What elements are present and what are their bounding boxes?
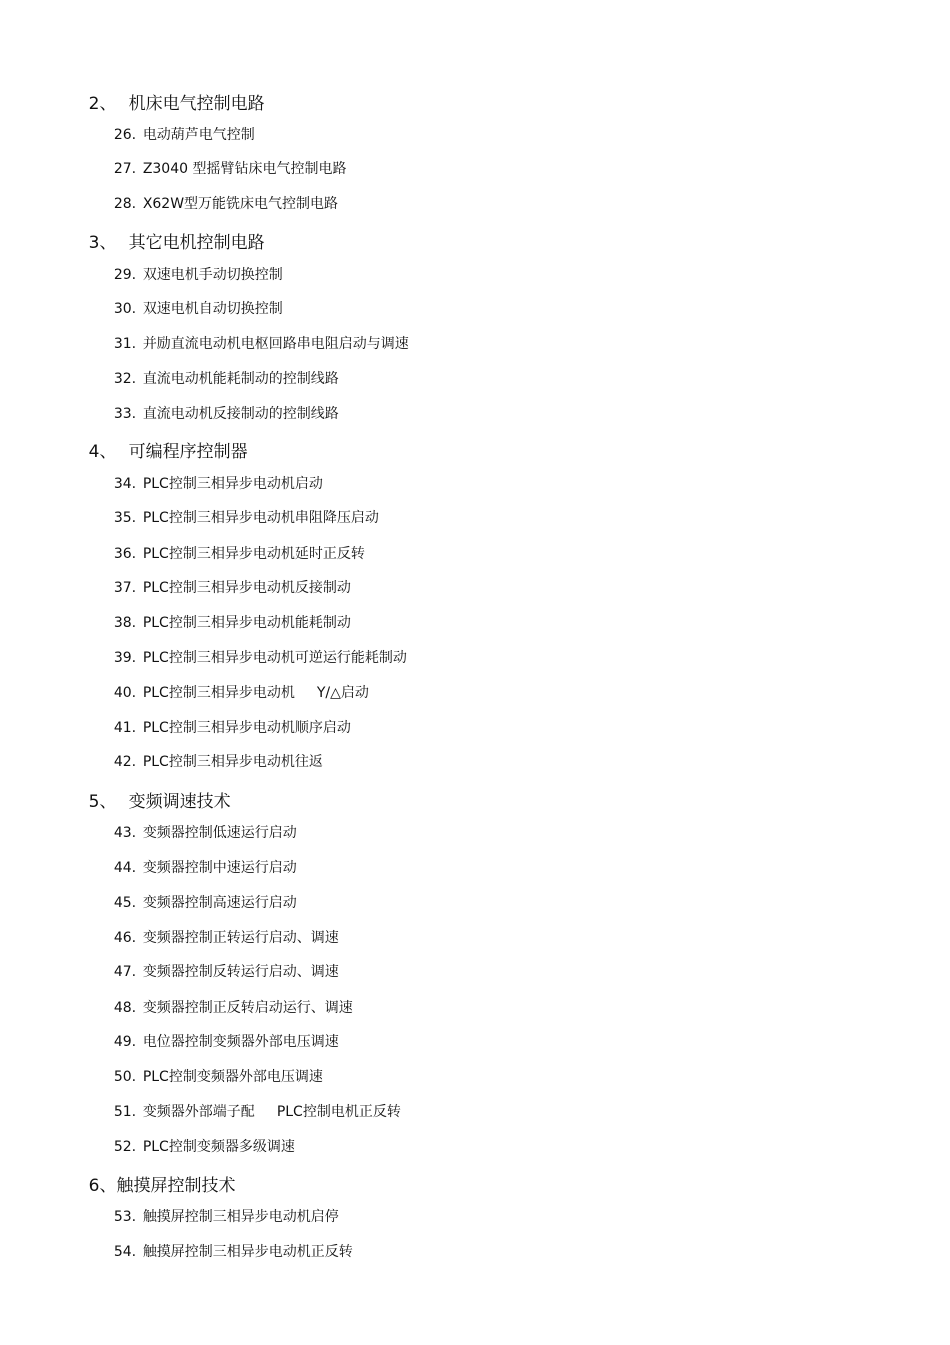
item-number: 45. (113, 895, 137, 911)
item-number: 44. (113, 860, 137, 876)
item-text: PLC控制三相异步电动机能耗制动 (142, 615, 351, 631)
section-title: 触摸屏控制技术 (116, 1176, 236, 1196)
item-text-suffix: Y/△启动 (316, 685, 369, 701)
item-text: PLC控制三相异步电动机反接制动 (142, 580, 351, 596)
item-text: 触摸屏控制三相异步电动机正反转 (142, 1244, 353, 1260)
item-text: PLC控制变频器多级调速 (142, 1139, 295, 1155)
item-number: 33. (113, 406, 137, 422)
item-text: PLC控制三相异步电动机延时正反转 (142, 546, 365, 562)
item-text: 双速电机自动切换控制 (142, 301, 283, 317)
item-number: 30. (113, 301, 137, 317)
item-number: 43. (113, 825, 137, 841)
section-number: 2、 (88, 94, 117, 114)
item-text: 变频器控制正转运行启动、调速 (142, 930, 339, 946)
section-number: 3、 (88, 233, 117, 253)
item-text: Z3040 型摇臂钻床电气控制电路 (142, 161, 347, 177)
item-text: 变频器控制反转运行启动、调速 (142, 964, 339, 980)
item-text-suffix: PLC控制电机正反转 (276, 1104, 401, 1120)
item-number: 34. (113, 476, 137, 492)
item-number: 54. (113, 1244, 137, 1260)
item-text: PLC控制三相异步电动机可逆运行能耗制动 (142, 650, 407, 666)
item-text: PLC控制三相异步电动机顺序启动 (142, 720, 351, 736)
item-number: 48. (113, 1000, 137, 1016)
item-text: 电动葫芦电气控制 (142, 127, 255, 143)
item-number: 46. (113, 930, 137, 946)
item-number: 32. (113, 371, 137, 387)
item-text: 电位器控制变频器外部电压调速 (142, 1034, 339, 1050)
item-number: 52. (113, 1139, 137, 1155)
item-number: 41. (113, 720, 137, 736)
item-number: 50. (113, 1069, 137, 1085)
section-title: 其它电机控制电路 (128, 233, 265, 253)
item-number: 31. (113, 336, 137, 352)
section-number: 5、 (88, 792, 117, 812)
item-text: 变频器控制高速运行启动 (142, 895, 297, 911)
item-number: 40. (113, 685, 137, 701)
section-number: 4、 (88, 442, 117, 462)
item-number: 38. (113, 615, 137, 631)
item-number: 39. (113, 650, 137, 666)
item-text: 触摸屏控制三相异步电动机启停 (142, 1209, 339, 1225)
item-number: 26. (113, 127, 137, 143)
item-text: X62W型万能铣床电气控制电路 (142, 196, 339, 212)
item-text: PLC控制变频器外部电压调速 (142, 1069, 323, 1085)
item-number: 36. (113, 546, 137, 562)
section-number: 6、 (88, 1176, 117, 1196)
item-number: 28. (113, 196, 137, 212)
item-number: 51. (113, 1104, 137, 1120)
item-text: PLC控制三相异步电动机 (142, 685, 295, 701)
section-title: 可编程序控制器 (128, 442, 248, 462)
item-text: 变频器外部端子配 (142, 1104, 255, 1120)
item-number: 53. (113, 1209, 137, 1225)
item-text: 并励直流电动机电枢回路串电阻启动与调速 (142, 336, 409, 352)
list-item (96, 1231, 353, 1273)
item-text: PLC控制三相异步电动机启动 (142, 476, 323, 492)
item-number: 42. (113, 754, 137, 770)
section-title: 变频调速技术 (128, 792, 231, 812)
item-text: 变频器控制正反转启动运行、调速 (142, 1000, 353, 1016)
item-number: 29. (113, 267, 137, 283)
item-text: PLC控制三相异步电动机往返 (142, 754, 323, 770)
item-text: 变频器控制中速运行启动 (142, 860, 297, 876)
item-text: PLC控制三相异步电动机串阻降压启动 (142, 510, 379, 526)
item-text: 直流电动机反接制动的控制线路 (142, 406, 339, 422)
item-text: 直流电动机能耗制动的控制线路 (142, 371, 339, 387)
item-text: 变频器控制低速运行启动 (142, 825, 297, 841)
item-number: 35. (113, 510, 137, 526)
item-text: 双速电机手动切换控制 (142, 267, 283, 283)
item-number: 27. (113, 161, 137, 177)
item-number: 47. (113, 964, 137, 980)
item-number: 49. (113, 1034, 137, 1050)
item-number: 37. (113, 580, 137, 596)
section-title: 机床电气控制电路 (128, 94, 265, 114)
